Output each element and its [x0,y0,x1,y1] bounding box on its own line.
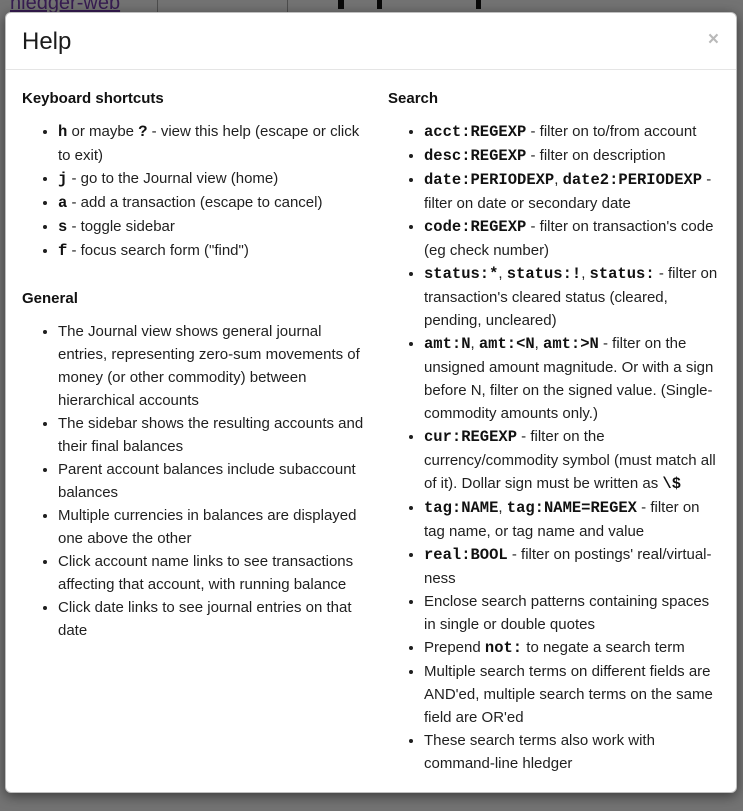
help-list [22,320,372,642]
code-term: amt:>N [543,335,599,353]
code-term: desc:REGEXP [424,147,527,165]
help-item: • The Journal view shows general journal entries, representing zero-sum movements of money (or other commodity) between hierarchical accounts [58,320,364,412]
help-list [388,120,722,775]
code-term: cur:REGEXP [424,428,518,446]
section-heading: General [22,290,78,307]
close-icon[interactable]: × [707,29,719,50]
modal-body [6,70,736,802]
help-item: • Multiple search terms on different fields are AND'ed, multiple search terms on the same field are OR'ed [424,660,722,729]
help-item: • acct:REGEXP - filter on to/from account [424,120,722,144]
section-heading: Search [388,90,439,107]
modal-title: Help [22,28,72,55]
help-item: • desc:REGEXP - filter on description [424,144,722,168]
help-item: • These search terms also work with command-line hledger [424,729,722,775]
help-column-left [22,90,372,802]
code-term: status:! [506,265,582,283]
code-term: date:PERIODEXP [424,171,555,189]
help-item: • cur:REGEXP - filter on the currency/commodity symbol (must match all of it). Dollar sign must be written as \$ [424,425,722,496]
help-item: • date:PERIODEXP, date2:PERIODEXP - filter on date or secondary date [424,168,722,215]
help-item: • The sidebar shows the resulting accounts and their final balances [58,412,364,458]
help-item: • amt:N, amt:<N, amt:>N - filter on the unsigned amount magnitude. Or with a sign before N, filter on the signed value. (Single-commodity amounts only.) [424,332,722,425]
code-term: a [58,194,68,212]
section-heading: Keyboard shortcuts [22,90,164,107]
code-term: status: [589,265,655,283]
help-column-right [372,90,722,802]
help-item: • a - add a transaction (escape to cancel) [58,191,364,215]
help-item: • f - focus search form ("find") [58,239,364,263]
code-term: not: [484,639,523,657]
code-term: j [58,170,68,188]
code-term: f [58,242,68,260]
help-item: • real:BOOL - filter on postings' real/virtual-ness [424,543,722,590]
code-term: code:REGEXP [424,218,527,236]
help-item: • Parent account balances include subaccount balances [58,458,364,504]
help-modal [5,12,737,793]
help-item: • Prepend not: to negate a search term [424,636,722,660]
code-term: h [58,123,68,141]
help-list [22,120,372,263]
code-term: amt:N [424,335,471,353]
help-item: • status:*, status:!, status: - filter on transaction's cleared status (cleared, pending, uncleared) [424,262,722,332]
help-item: • Multiple currencies in balances are displayed one above the other [58,504,364,550]
code-term: acct:REGEXP [424,123,527,141]
code-term: tag:NAME=REGEX [506,499,637,517]
modal-header [6,13,736,70]
code-term: tag:NAME [424,499,499,517]
help-item: • code:REGEXP - filter on transaction's code (eg check number) [424,215,722,262]
code-term: \$ [662,475,682,493]
help-item: • j - go to the Journal view (home) [58,167,364,191]
help-item: • h or maybe ? - view this help (escape or click to exit) [58,120,364,167]
code-term: date2:PERIODEXP [562,171,703,189]
code-term: s [58,218,68,236]
code-term: ? [138,123,148,141]
code-term: status:* [424,265,499,283]
code-term: real:BOOL [424,546,508,564]
help-item: • Click date links to see journal entries on that date [58,596,364,642]
help-item: • s - toggle sidebar [58,215,364,239]
help-item: • Click account name links to see transactions affecting that account, with running balance [58,550,364,596]
code-term: amt:<N [478,335,535,353]
help-item: • Enclose search patterns containing spaces in single or double quotes [424,590,722,636]
help-item: • tag:NAME, tag:NAME=REGEX - filter on tag name, or tag name and value [424,496,722,543]
